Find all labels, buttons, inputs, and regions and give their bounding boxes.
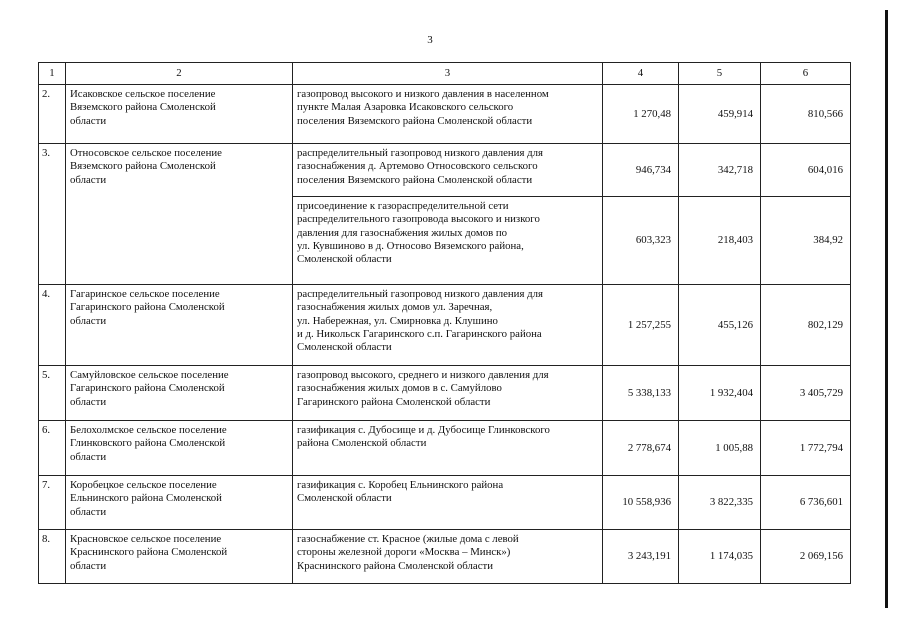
header-cell: 6 — [761, 63, 851, 85]
object-text: распределительный газопровод низкого давления для газоснабжения жилых домов ул. Заречная, ул. Набережная, ул. Смирновка д. Клушино и д. Никольск Гагаринского с.п. Гагаринского района Смоленской области — [297, 288, 543, 354]
settlement-text: Красновское сельское поселение Краснинского района Смоленской области — [70, 533, 228, 572]
value-col5: 1 174,035 — [679, 530, 761, 584]
value-col6: 802,129 — [761, 285, 851, 366]
value-col4: 1 270,48 — [603, 85, 679, 144]
object-cell — [293, 85, 603, 144]
value-col6: 1 772,794 — [761, 421, 851, 476]
row-number: 3. — [39, 144, 66, 285]
settlement-cell — [66, 285, 293, 366]
value-col6: 604,016 — [761, 144, 851, 197]
header-cell: 1 — [39, 63, 66, 85]
value-col5: 342,718 — [679, 144, 761, 197]
object-text: распределительный газопровод низкого давления для газоснабжения д. Артемово Относовского сельского поселения Вяземского района Смоленской области — [297, 147, 543, 186]
object-cell — [293, 144, 603, 197]
value-col4: 603,323 — [603, 197, 679, 285]
object-text: газоснабжение ст. Красное (жилые дома с левой стороны железной дороги «Москва – Минск») Краснинского района Смоленской области — [297, 533, 519, 572]
table-row — [39, 285, 851, 366]
settlement-cell — [66, 366, 293, 421]
settlement-text: Гагаринское сельское поселение Гагаринского района Смоленской области — [70, 288, 225, 327]
settlement-text: Самуйловское сельское поселение Гагаринского района Смоленской области — [70, 369, 229, 408]
object-cell — [293, 197, 603, 285]
object-cell — [293, 285, 603, 366]
value-col5: 1 932,404 — [679, 366, 761, 421]
settlement-text: Коробецкое сельское поселение Ельнинского района Смоленской области — [70, 479, 222, 518]
settlement-cell — [66, 476, 293, 530]
value-col5: 459,914 — [679, 85, 761, 144]
object-text: присоединение к газораспределительной сети распределительного газопровода высокого и низкого давления для газоснабжения жилых домов по ул. Кувшиново в д. Относово Вяземского района, Смоленской области — [297, 200, 540, 266]
table-row — [39, 85, 851, 144]
table-row — [39, 421, 851, 476]
header-cell: 2 — [66, 63, 293, 85]
header-cell: 5 — [679, 63, 761, 85]
object-cell — [293, 421, 603, 476]
row-number: 8. — [39, 530, 66, 584]
value-col5: 455,126 — [679, 285, 761, 366]
value-col5: 218,403 — [679, 197, 761, 285]
table-row — [39, 144, 851, 197]
row-number: 6. — [39, 421, 66, 476]
object-cell — [293, 476, 603, 530]
object-text: газопровод высокого, среднего и низкого давления для газоснабжения жилых домов в с. Самуйлово Гагаринского района Смоленской области — [297, 369, 549, 408]
value-col4: 3 243,191 — [603, 530, 679, 584]
value-col5: 3 822,335 — [679, 476, 761, 530]
settlement-cell — [66, 85, 293, 144]
table-row — [39, 366, 851, 421]
table-row — [39, 530, 851, 584]
value-col6: 3 405,729 — [761, 366, 851, 421]
value-col6: 384,92 — [761, 197, 851, 285]
object-cell — [293, 366, 603, 421]
settlement-text: Белохолмское сельское поселение Глинковского района Смоленской области — [70, 424, 227, 463]
settlement-cell — [66, 421, 293, 476]
row-number: 5. — [39, 366, 66, 421]
value-col4: 5 338,133 — [603, 366, 679, 421]
value-col4: 2 778,674 — [603, 421, 679, 476]
header-row — [39, 63, 851, 85]
object-text: газификация с. Дубосище и д. Дубосище Глинковского района Смоленской области — [297, 424, 550, 450]
settlement-cell — [66, 530, 293, 584]
settlement-text: Относовское сельское поселение Вяземского района Смоленской области — [70, 147, 222, 186]
value-col6: 2 069,156 — [761, 530, 851, 584]
header-cell: 4 — [603, 63, 679, 85]
value-col4: 1 257,255 — [603, 285, 679, 366]
row-number: 7. — [39, 476, 66, 530]
row-number: 2. — [39, 85, 66, 144]
gasification-table — [38, 62, 851, 584]
value-col4: 946,734 — [603, 144, 679, 197]
object-cell — [293, 530, 603, 584]
value-col6: 6 736,601 — [761, 476, 851, 530]
page-number: 3 — [427, 34, 433, 46]
object-text: газопровод высокого и низкого давления в населенном пункте Малая Азаровка Исаковского сельского поселения Вяземского района Смоленской области — [297, 88, 549, 127]
settlement-text: Исаковское сельское поселение Вяземского района Смоленской области — [70, 88, 216, 127]
header-cell: 3 — [293, 63, 603, 85]
page-edge-bar — [885, 10, 888, 608]
value-col5: 1 005,88 — [679, 421, 761, 476]
value-col4: 10 558,936 — [603, 476, 679, 530]
value-col6: 810,566 — [761, 85, 851, 144]
table-row — [39, 476, 851, 530]
row-number: 4. — [39, 285, 66, 366]
settlement-cell — [66, 144, 293, 285]
object-text: газификация с. Коробец Ельнинского района Смоленской области — [297, 479, 504, 505]
